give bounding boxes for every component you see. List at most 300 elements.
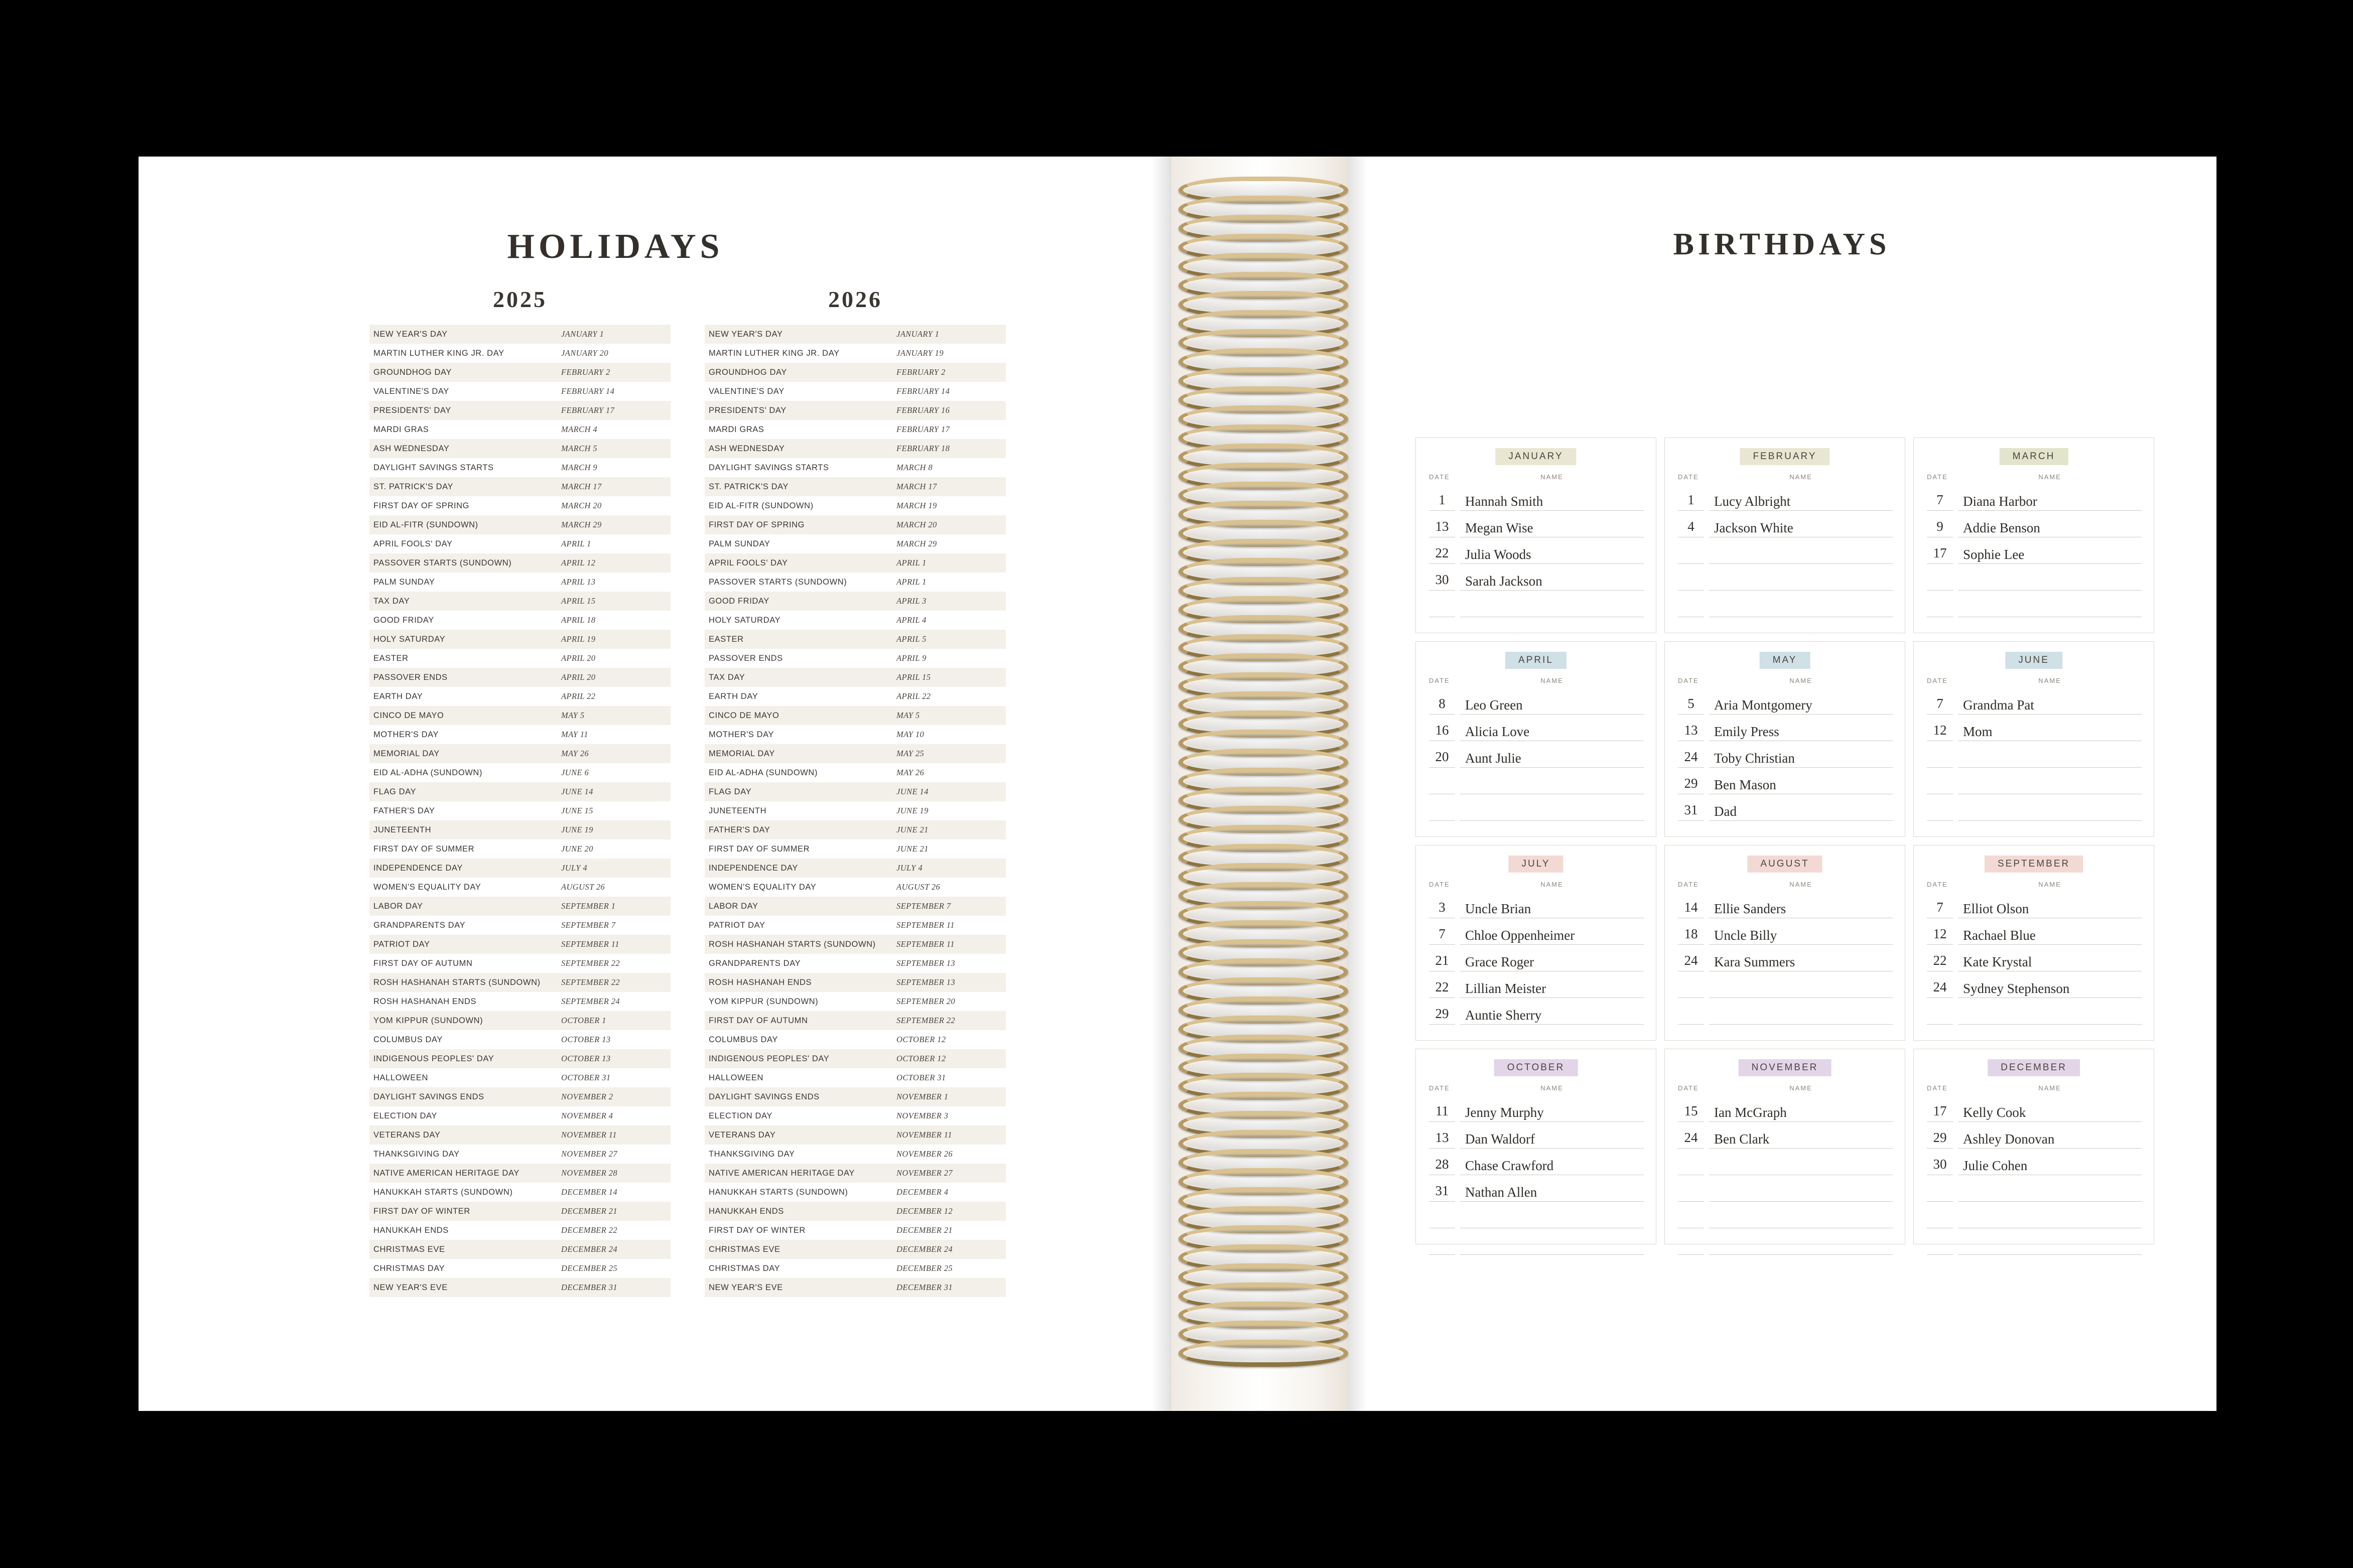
birthday-name-field[interactable]: Elliot Olson — [1958, 897, 2142, 918]
birthday-entry-row[interactable] — [1678, 768, 1893, 794]
birthday-date-field[interactable] — [1678, 1030, 1704, 1051]
birthday-entry-row[interactable] — [1429, 1025, 1644, 1051]
holiday-date: SEPTEMBER 13 — [896, 977, 956, 987]
birthday-date-field[interactable] — [1429, 1207, 1455, 1228]
birthday-entry-row[interactable] — [1429, 715, 1644, 741]
holiday-row — [369, 515, 671, 534]
birthday-date-field[interactable] — [1678, 622, 1704, 644]
birthday-entry-row[interactable] — [1927, 511, 2142, 537]
birthday-date-field[interactable] — [1429, 799, 1455, 821]
birthday-date-field[interactable]: 13 — [1429, 1127, 1455, 1149]
birthday-date-field[interactable] — [1927, 622, 1953, 644]
holiday-name: VETERANS DAY — [709, 1130, 776, 1139]
birthday-date-field[interactable] — [1678, 1003, 1704, 1025]
holiday-name: YOM KIPPUR (SUNDOWN) — [709, 997, 819, 1006]
birthday-entry-row[interactable] — [1429, 591, 1644, 617]
birthday-entry-row[interactable] — [1927, 918, 2142, 945]
birthday-date-field[interactable] — [1927, 826, 1953, 847]
birthday-entry-row[interactable] — [1927, 1122, 2142, 1149]
holiday-name: PALM SUNDAY — [373, 578, 435, 587]
birthday-entry-row[interactable] — [1678, 1228, 1893, 1255]
birthday-name-field[interactable] — [1460, 800, 1644, 821]
birthday-name-field[interactable]: Leo Green — [1460, 693, 1644, 715]
birthday-entry-row[interactable] — [1429, 768, 1644, 794]
birthday-name-field[interactable]: Chloe Oppenheimer — [1460, 924, 1644, 945]
spiral-coil — [1179, 596, 1339, 614]
spiral-coil — [1179, 1282, 1339, 1301]
birthday-rows — [1927, 1095, 2142, 1255]
birthday-date-field[interactable]: 17 — [1927, 542, 1953, 564]
birthday-entry-row[interactable] — [1429, 688, 1644, 715]
birthday-date-field[interactable] — [1429, 826, 1455, 847]
birthday-entry-row[interactable] — [1927, 617, 2142, 644]
holiday-date: MAY 11 — [561, 730, 588, 739]
birthday-entry-row[interactable] — [1927, 537, 2142, 564]
birthday-name-field[interactable]: Kara Summers — [1709, 950, 1893, 971]
birthday-date-field[interactable]: 7 — [1429, 923, 1455, 945]
birthday-entry-row[interactable] — [1927, 971, 2142, 998]
birthday-date-field[interactable]: 1 — [1429, 489, 1455, 511]
birthday-date-field[interactable]: 24 — [1678, 746, 1704, 768]
birthday-date-field[interactable] — [1927, 1233, 1953, 1255]
birthday-date-field[interactable]: 11 — [1429, 1100, 1455, 1122]
birthday-date-field[interactable] — [1678, 1180, 1704, 1202]
birthday-date-field[interactable]: 31 — [1429, 1180, 1455, 1202]
birthday-entry-row[interactable] — [1429, 945, 1644, 971]
birthday-rows — [1429, 688, 1644, 847]
holiday-row — [705, 439, 1006, 458]
birthday-date-field[interactable] — [1429, 1233, 1455, 1255]
birthday-date-field[interactable]: 5 — [1678, 693, 1704, 715]
birthday-name-field[interactable]: Megan Wise — [1460, 516, 1644, 537]
birthday-date-field[interactable]: 21 — [1429, 950, 1455, 971]
spiral-coil — [1179, 710, 1339, 729]
birthday-name-field[interactable] — [1709, 596, 1893, 617]
birthday-entry-row[interactable] — [1678, 617, 1893, 644]
birthday-entry-row[interactable] — [1429, 971, 1644, 998]
birthday-name-field[interactable]: Grace Roger — [1460, 950, 1644, 971]
birthday-name-field[interactable]: Auntie Sherry — [1460, 1004, 1644, 1025]
birthday-entry-row[interactable] — [1429, 1095, 1644, 1122]
holiday-row — [705, 992, 1006, 1011]
birthday-date-field[interactable]: 29 — [1678, 773, 1704, 794]
birthday-date-field[interactable]: 3 — [1429, 897, 1455, 918]
birthday-month-label: DECEMBER — [1988, 1059, 2080, 1076]
birthday-date-field[interactable]: 14 — [1678, 897, 1704, 918]
birthday-entry-row[interactable] — [1678, 1202, 1893, 1228]
birthday-name-field[interactable]: Emily Press — [1709, 720, 1893, 741]
birthday-date-field[interactable] — [1678, 976, 1704, 998]
birthday-entry-row[interactable] — [1678, 794, 1893, 821]
birthday-date-field[interactable]: 29 — [1927, 1127, 1953, 1149]
birthday-entry-row[interactable] — [1927, 715, 2142, 741]
holiday-name: DAYLIGHT SAVINGS ENDS — [709, 1092, 820, 1101]
birthday-name-field[interactable] — [1958, 1207, 2142, 1228]
birthday-name-field[interactable]: Aunt Julie — [1460, 747, 1644, 768]
birthday-name-field[interactable] — [1460, 826, 1644, 847]
birthday-name-field[interactable] — [1958, 1234, 2142, 1255]
birthday-entry-row[interactable] — [1429, 1175, 1644, 1202]
birthday-name-field[interactable]: Ben Mason — [1709, 773, 1893, 794]
holiday-name: THANKSGIVING DAY — [373, 1150, 460, 1159]
birthday-entry-row[interactable] — [1927, 1202, 2142, 1228]
birthday-entry-row[interactable] — [1927, 945, 2142, 971]
birthday-entry-row[interactable] — [1678, 591, 1893, 617]
holiday-row — [705, 820, 1006, 839]
birthday-date-field[interactable]: 7 — [1927, 897, 1953, 918]
birthday-name-field[interactable] — [1958, 747, 2142, 768]
holiday-name: ROSH HASHANAH STARTS (SUNDOWN) — [709, 940, 876, 949]
holiday-name: MARTIN LUTHER KING JR. DAY — [709, 349, 840, 358]
birthday-date-field[interactable] — [1678, 1207, 1704, 1228]
birthday-name-field[interactable]: Hannah Smith — [1460, 490, 1644, 511]
holiday-row — [369, 1259, 671, 1278]
birthday-date-field[interactable]: 31 — [1678, 799, 1704, 821]
birthday-date-field[interactable]: 1 — [1678, 489, 1704, 511]
birthday-entry-row[interactable] — [1678, 484, 1893, 511]
birthday-date-field[interactable] — [1927, 1180, 1953, 1202]
birthday-entry-row[interactable] — [1678, 537, 1893, 564]
birthday-date-field[interactable] — [1927, 1003, 1953, 1025]
birthday-entry-row[interactable] — [1429, 821, 1644, 847]
birthday-name-field[interactable]: Ian McGraph — [1709, 1101, 1893, 1122]
birthday-date-field[interactable] — [1429, 622, 1455, 644]
holiday-row — [369, 553, 671, 573]
birthday-name-field[interactable]: Ashley Donovan — [1958, 1127, 2142, 1149]
birthday-name-field[interactable]: Kate Krystal — [1958, 950, 2142, 971]
birthday-rows — [1429, 484, 1644, 644]
birthday-date-field[interactable]: 24 — [1678, 950, 1704, 971]
birthday-name-field[interactable] — [1709, 1207, 1893, 1228]
birthday-date-field[interactable]: 12 — [1927, 923, 1953, 945]
holiday-row — [705, 534, 1006, 553]
birthday-date-field[interactable] — [1429, 773, 1455, 794]
birthday-entry-row[interactable] — [1927, 892, 2142, 918]
holiday-row — [705, 477, 1006, 496]
holiday-name: PASSOVER ENDS — [709, 654, 783, 663]
holiday-date: MARCH 29 — [896, 539, 937, 548]
birthday-date-field[interactable] — [1927, 799, 1953, 821]
birthday-entry-row[interactable] — [1927, 794, 2142, 821]
birthday-name-field[interactable] — [1958, 596, 2142, 617]
holiday-date: FEBRUARY 2 — [896, 367, 946, 377]
birthday-name-field[interactable] — [1709, 543, 1893, 564]
holiday-name: HOLY SATURDAY — [373, 635, 446, 644]
birthday-name-field[interactable] — [1460, 773, 1644, 794]
birthday-name-field[interactable]: Jenny Murphy — [1460, 1101, 1644, 1122]
holiday-row — [369, 820, 671, 839]
birthday-name-field[interactable] — [1958, 826, 2142, 847]
holiday-date: APRIL 13 — [561, 577, 596, 587]
birthday-entry-row[interactable] — [1927, 688, 2142, 715]
birthday-name-field[interactable]: Kelly Cook — [1958, 1101, 2142, 1122]
holiday-row — [705, 553, 1006, 573]
birthday-entry-row[interactable] — [1429, 564, 1644, 591]
birthday-entry-row[interactable] — [1678, 918, 1893, 945]
birthday-name-field[interactable] — [1958, 569, 2142, 591]
holiday-date: NOVEMBER 27 — [896, 1168, 953, 1178]
birthday-name-field[interactable]: Ben Clark — [1709, 1127, 1893, 1149]
birthday-entry-row[interactable] — [1429, 998, 1644, 1025]
holiday-row — [369, 363, 671, 382]
birthday-entry-row[interactable] — [1429, 1149, 1644, 1175]
birthday-date-field[interactable]: 12 — [1927, 720, 1953, 741]
birthday-entry-row[interactable] — [1678, 688, 1893, 715]
birthday-date-field[interactable] — [1927, 596, 1953, 617]
birthday-entry-row[interactable] — [1927, 1149, 2142, 1175]
holiday-name: COLUMBUS DAY — [373, 1035, 443, 1044]
birthday-name-field[interactable]: Sydney Stephenson — [1958, 977, 2142, 998]
birthday-date-field[interactable]: 24 — [1927, 976, 1953, 998]
birthday-entry-row[interactable] — [1678, 1122, 1893, 1149]
birthday-name-field[interactable]: Sarah Jackson — [1460, 569, 1644, 591]
birthday-name-field[interactable]: Uncle Brian — [1460, 897, 1644, 918]
holiday-row — [705, 630, 1006, 649]
birthday-entry-row[interactable] — [1927, 1175, 2142, 1202]
spiral-coil — [1179, 730, 1339, 748]
holiday-date: FEBRUARY 14 — [561, 386, 615, 396]
spiral-coil — [1179, 939, 1339, 957]
birthday-date-field[interactable]: 24 — [1678, 1127, 1704, 1149]
birthday-entry-row[interactable] — [1678, 945, 1893, 971]
spiral-coil — [1179, 520, 1339, 538]
birthday-date-field[interactable]: 13 — [1429, 516, 1455, 537]
birthday-entry-row[interactable] — [1678, 1175, 1893, 1202]
birthday-header-date: DATE — [1678, 881, 1699, 888]
birthday-entry-row[interactable] — [1429, 1228, 1644, 1255]
holiday-date: SEPTEMBER 22 — [896, 1016, 956, 1025]
birthday-name-field[interactable]: Diana Harbor — [1958, 490, 2142, 511]
birthday-column-headers — [1678, 1084, 1893, 1092]
birthday-entry-row[interactable] — [1678, 998, 1893, 1025]
birthday-date-field[interactable]: 22 — [1429, 976, 1455, 998]
birthday-entry-row[interactable] — [1678, 715, 1893, 741]
birthday-entry-row[interactable] — [1927, 1095, 2142, 1122]
birthday-date-field[interactable] — [1678, 1233, 1704, 1255]
birthday-entry-row[interactable] — [1678, 1025, 1893, 1051]
birthday-name-field[interactable]: Julia Woods — [1460, 543, 1644, 564]
birthday-name-field[interactable]: Rachael Blue — [1958, 924, 2142, 945]
birthday-entry-row[interactable] — [1678, 971, 1893, 998]
birthday-name-field[interactable]: Addie Benson — [1958, 516, 2142, 537]
holiday-row — [705, 687, 1006, 706]
birthday-date-field[interactable] — [1678, 542, 1704, 564]
birthday-name-field[interactable]: Ellie Sanders — [1709, 897, 1893, 918]
birthday-month-label: OCTOBER — [1494, 1059, 1578, 1076]
holiday-name: FLAG DAY — [373, 787, 417, 796]
holiday-name: HALLOWEEN — [709, 1073, 764, 1082]
birthday-name-field[interactable]: Dan Waldorf — [1460, 1127, 1644, 1149]
birthday-name-field[interactable]: Chase Crawford — [1460, 1154, 1644, 1175]
birthday-name-field[interactable]: Mom — [1958, 720, 2142, 741]
holiday-date: MARCH 20 — [561, 501, 602, 510]
birthday-name-field[interactable] — [1709, 826, 1893, 847]
left-page-holidays — [139, 157, 1171, 1411]
birthday-date-field[interactable] — [1429, 596, 1455, 617]
holiday-row — [705, 1164, 1006, 1183]
holiday-name: PRESIDENTS' DAY — [709, 406, 787, 415]
birthday-date-field[interactable] — [1927, 569, 1953, 591]
birthday-name-field[interactable] — [1709, 1234, 1893, 1255]
birthday-name-field[interactable]: Alicia Love — [1460, 720, 1644, 741]
birthday-entry-row[interactable] — [1429, 511, 1644, 537]
holiday-name: CHRISTMAS EVE — [373, 1245, 445, 1254]
birthday-name-field[interactable] — [1958, 800, 2142, 821]
birthday-name-field[interactable] — [1709, 623, 1893, 644]
holiday-date: APRIL 1 — [561, 539, 591, 548]
birthday-name-field[interactable] — [1460, 1234, 1644, 1255]
birthday-entry-row[interactable] — [1678, 1149, 1893, 1175]
spiral-coil — [1179, 310, 1339, 328]
birthday-name-field[interactable] — [1958, 1030, 2142, 1051]
birthday-entry-row[interactable] — [1678, 1095, 1893, 1122]
holiday-name: WOMEN'S EQUALITY DAY — [709, 883, 817, 892]
birthday-name-field[interactable]: Lucy Albright — [1709, 490, 1893, 511]
birthday-entry-row[interactable] — [1429, 1122, 1644, 1149]
birthday-column-headers — [1678, 881, 1893, 888]
birthday-name-field[interactable] — [1460, 596, 1644, 617]
birthday-name-field[interactable] — [1958, 623, 2142, 644]
spiral-coil — [1179, 787, 1339, 805]
birthday-name-field[interactable]: Toby Christian — [1709, 747, 1893, 768]
holiday-name: EARTH DAY — [373, 692, 423, 701]
birthday-header-date: DATE — [1429, 473, 1450, 481]
holiday-row — [369, 839, 671, 859]
birthday-date-field[interactable] — [1927, 1207, 1953, 1228]
birthday-date-field[interactable] — [1927, 746, 1953, 768]
birthday-date-field[interactable]: 4 — [1678, 516, 1704, 537]
birthday-name-field[interactable]: Nathan Allen — [1460, 1181, 1644, 1202]
birthday-name-field[interactable]: Aria Montgomery — [1709, 693, 1893, 715]
holiday-name: FLAG DAY — [709, 787, 752, 796]
birthday-entry-row[interactable] — [1927, 484, 2142, 511]
birthday-date-field[interactable]: 28 — [1429, 1154, 1455, 1175]
birthday-header-date: DATE — [1678, 677, 1699, 684]
birthday-name-field[interactable] — [1958, 1004, 2142, 1025]
birthday-date-field[interactable]: 15 — [1678, 1100, 1704, 1122]
birthday-date-field[interactable]: 29 — [1429, 1003, 1455, 1025]
holiday-date: AUGUST 26 — [896, 882, 941, 892]
birthday-date-field[interactable] — [1927, 773, 1953, 794]
birthday-entry-row[interactable] — [1678, 892, 1893, 918]
birthday-name-field[interactable]: Julie Cohen — [1958, 1154, 2142, 1175]
birthday-entry-row[interactable] — [1927, 741, 2142, 768]
birthday-entry-row[interactable] — [1927, 998, 2142, 1025]
holiday-date: APRIL 4 — [896, 615, 927, 625]
birthday-entry-row[interactable] — [1429, 617, 1644, 644]
birthday-entry-row[interactable] — [1678, 511, 1893, 537]
birthday-entry-row[interactable] — [1429, 484, 1644, 511]
holiday-row — [705, 916, 1006, 935]
birthday-date-field[interactable]: 7 — [1927, 489, 1953, 511]
spiral-coil — [1179, 844, 1339, 862]
birthday-date-field[interactable] — [1678, 596, 1704, 617]
birthday-name-field[interactable] — [1460, 1030, 1644, 1051]
birthday-month-label: JULY — [1508, 856, 1563, 873]
birthday-date-field[interactable]: 16 — [1429, 720, 1455, 741]
birthday-card-january — [1415, 438, 1656, 633]
birthday-name-field[interactable]: Sophie Lee — [1958, 543, 2142, 564]
birthday-date-field[interactable]: 9 — [1927, 516, 1953, 537]
birthday-entry-row[interactable] — [1429, 918, 1644, 945]
holiday-name: PRESIDENTS' DAY — [373, 406, 451, 415]
birthday-name-field[interactable] — [1709, 1154, 1893, 1175]
birthday-name-field[interactable]: Lillian Meister — [1460, 977, 1644, 998]
holiday-date: JANUARY 19 — [896, 348, 944, 358]
holiday-row — [369, 325, 671, 344]
birthday-date-field[interactable] — [1678, 1154, 1704, 1175]
holiday-row — [369, 1125, 671, 1145]
birthday-header-name: NAME — [1789, 677, 1812, 684]
birthday-date-field[interactable] — [1429, 1030, 1455, 1051]
birthday-name-field[interactable] — [1709, 1181, 1893, 1202]
birthday-entry-row[interactable] — [1927, 768, 2142, 794]
birthday-entry-row[interactable] — [1678, 564, 1893, 591]
birthday-date-field[interactable]: 30 — [1927, 1154, 1953, 1175]
holiday-row — [369, 1183, 671, 1202]
birthday-name-field[interactable]: Dad — [1709, 800, 1893, 821]
birthday-date-field[interactable] — [1927, 1030, 1953, 1051]
birthday-entry-row[interactable] — [1429, 892, 1644, 918]
holiday-name: VALENTINE'S DAY — [373, 387, 449, 396]
birthday-date-field[interactable]: 22 — [1927, 950, 1953, 971]
birthday-entry-row[interactable] — [1927, 821, 2142, 847]
holiday-name: HANUKKAH STARTS (SUNDOWN) — [709, 1188, 848, 1197]
birthday-name-field[interactable] — [1958, 1181, 2142, 1202]
birthday-entry-row[interactable] — [1927, 564, 2142, 591]
birthday-entry-row[interactable] — [1429, 741, 1644, 768]
birthday-name-field[interactable] — [1709, 1004, 1893, 1025]
holiday-row — [369, 744, 671, 763]
birthday-date-field[interactable]: 22 — [1429, 542, 1455, 564]
birthday-date-field[interactable]: 18 — [1678, 923, 1704, 945]
birthday-name-field[interactable] — [1709, 977, 1893, 998]
birthday-date-field[interactable]: 8 — [1429, 693, 1455, 715]
birthday-header-name: NAME — [2038, 677, 2061, 684]
birthday-entry-row[interactable] — [1927, 1228, 2142, 1255]
holiday-date: MARCH 4 — [561, 424, 597, 434]
holiday-name: GOOD FRIDAY — [373, 616, 434, 625]
birthday-name-field[interactable]: Jackson White — [1709, 516, 1893, 537]
birthday-date-field[interactable]: 13 — [1678, 720, 1704, 741]
birthday-entry-row[interactable] — [1927, 1025, 2142, 1051]
holiday-row — [705, 878, 1006, 897]
holiday-row — [705, 1125, 1006, 1145]
birthday-entry-row[interactable] — [1927, 591, 2142, 617]
birthday-name-field[interactable] — [1460, 623, 1644, 644]
birthday-card-august — [1664, 845, 1905, 1041]
birthday-entry-row[interactable] — [1429, 794, 1644, 821]
birthday-date-field[interactable]: 7 — [1927, 693, 1953, 715]
birthday-name-field[interactable] — [1709, 1030, 1893, 1051]
birthday-name-field[interactable]: Grandma Pat — [1958, 693, 2142, 715]
birthday-date-field[interactable]: 20 — [1429, 746, 1455, 768]
birthday-card-june — [1913, 641, 2154, 837]
birthday-name-field[interactable] — [1709, 569, 1893, 591]
birthday-date-field[interactable]: 30 — [1429, 569, 1455, 591]
birthday-date-field[interactable] — [1678, 826, 1704, 847]
holiday-name: CINCO DE MAYO — [709, 711, 779, 720]
birthday-name-field[interactable]: Uncle Billy — [1709, 924, 1893, 945]
birthday-name-field[interactable] — [1460, 1207, 1644, 1228]
birthday-date-field[interactable] — [1678, 569, 1704, 591]
birthday-name-field[interactable] — [1958, 773, 2142, 794]
birthday-date-field[interactable]: 17 — [1927, 1100, 1953, 1122]
birthday-entry-row[interactable] — [1678, 821, 1893, 847]
birthday-entry-row[interactable] — [1429, 1202, 1644, 1228]
birthday-entry-row[interactable] — [1678, 741, 1893, 768]
birthday-entry-row[interactable] — [1429, 537, 1644, 564]
